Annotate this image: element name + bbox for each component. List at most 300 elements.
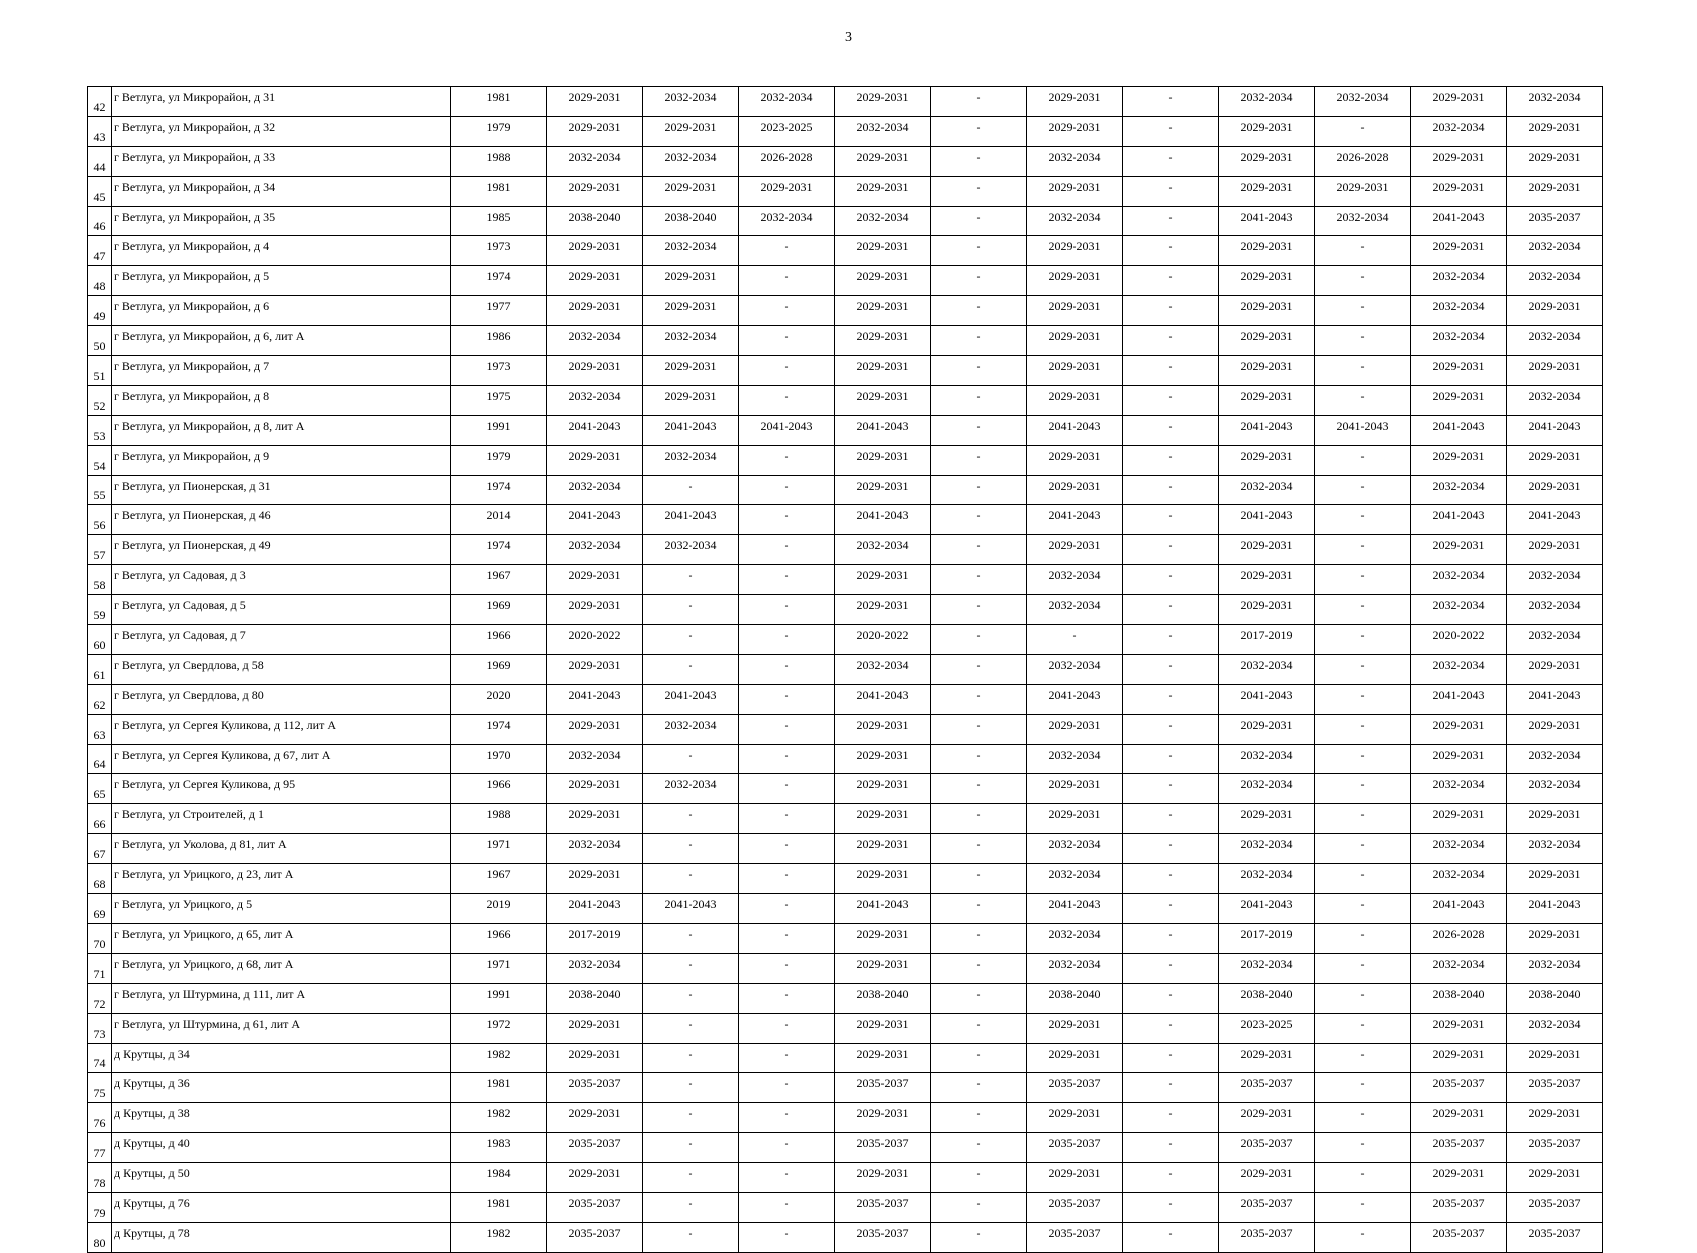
period-cell: 2029-2031 [1411, 146, 1507, 176]
period-cell: 2029-2031 [835, 953, 931, 983]
year-cell: 1966 [451, 774, 547, 804]
table-row [88, 1222, 1603, 1252]
period-cell: - [739, 266, 835, 296]
table-row [88, 535, 1603, 565]
period-cell: - [1123, 445, 1219, 475]
period-cell: - [1315, 505, 1411, 535]
period-cell: 2029-2031 [547, 714, 643, 744]
table-row [88, 1133, 1603, 1163]
address-cell: г Ветлуга, ул Микрорайон, д 34 [112, 176, 451, 206]
row-number-cell: 65 [88, 774, 112, 804]
row-number-cell: 47 [88, 236, 112, 266]
period-cell: - [643, 475, 739, 505]
period-cell: 2041-2043 [1411, 206, 1507, 236]
period-cell: 2032-2034 [1219, 475, 1315, 505]
period-cell: 2029-2031 [643, 266, 739, 296]
period-cell: - [931, 326, 1027, 356]
period-cell: 2032-2034 [1219, 834, 1315, 864]
period-cell: - [1123, 894, 1219, 924]
period-cell: 2041-2043 [643, 894, 739, 924]
period-cell: 2029-2031 [643, 356, 739, 386]
table-row [88, 834, 1603, 864]
period-cell: - [643, 1192, 739, 1222]
period-cell: 2032-2034 [1411, 953, 1507, 983]
table-row [88, 1103, 1603, 1133]
period-cell: 2026-2028 [739, 146, 835, 176]
period-cell: - [1123, 625, 1219, 655]
period-cell: 2026-2028 [1315, 146, 1411, 176]
table-row [88, 714, 1603, 744]
period-cell: 2032-2034 [1507, 625, 1603, 655]
address-cell: д Крутцы, д 34 [112, 1043, 451, 1073]
period-cell: 2029-2031 [1507, 445, 1603, 475]
registry-table [87, 86, 1603, 1253]
period-cell: 2029-2031 [1411, 445, 1507, 475]
period-cell: - [1123, 595, 1219, 625]
period-cell: 2041-2043 [1219, 206, 1315, 236]
address-cell: д Крутцы, д 76 [112, 1192, 451, 1222]
row-number-cell: 77 [88, 1133, 112, 1163]
year-cell: 1975 [451, 385, 547, 415]
address-cell: г Ветлуга, ул Пионерская, д 46 [112, 505, 451, 535]
period-cell: 2035-2037 [1507, 1222, 1603, 1252]
year-cell: 1974 [451, 266, 547, 296]
period-cell: 2029-2031 [547, 804, 643, 834]
year-cell: 2020 [451, 684, 547, 714]
period-cell: - [739, 625, 835, 655]
period-cell: 2029-2031 [1219, 1043, 1315, 1073]
period-cell: 2032-2034 [1219, 654, 1315, 684]
period-cell: 2041-2043 [1027, 684, 1123, 714]
period-cell: 2041-2043 [1507, 894, 1603, 924]
period-cell: 2041-2043 [1219, 684, 1315, 714]
period-cell: 2029-2031 [1507, 714, 1603, 744]
table-row [88, 923, 1603, 953]
period-cell: - [931, 595, 1027, 625]
row-number-cell: 69 [88, 894, 112, 924]
row-number-cell: 79 [88, 1192, 112, 1222]
address-cell: г Ветлуга, ул Сергея Куликова, д 95 [112, 774, 451, 804]
period-cell: 2029-2031 [1507, 116, 1603, 146]
table-row [88, 894, 1603, 924]
year-cell: 1971 [451, 953, 547, 983]
year-cell: 1974 [451, 535, 547, 565]
period-cell: 2029-2031 [1411, 176, 1507, 206]
period-cell: 2032-2034 [1507, 774, 1603, 804]
period-cell: 2029-2031 [1027, 356, 1123, 386]
period-cell: - [643, 595, 739, 625]
period-cell: 2029-2031 [1027, 326, 1123, 356]
period-cell: - [1315, 565, 1411, 595]
period-cell: - [931, 864, 1027, 894]
period-cell: - [1315, 744, 1411, 774]
period-cell: - [1315, 385, 1411, 415]
period-cell: - [931, 894, 1027, 924]
period-cell: 2029-2031 [739, 176, 835, 206]
address-cell: г Ветлуга, ул Микрорайон, д 9 [112, 445, 451, 475]
period-cell: - [931, 385, 1027, 415]
period-cell: 2029-2031 [1219, 116, 1315, 146]
address-cell: г Ветлуга, ул Пионерская, д 49 [112, 535, 451, 565]
period-cell: 2041-2043 [1219, 415, 1315, 445]
period-cell: 2029-2031 [835, 864, 931, 894]
period-cell: 2020-2022 [1411, 625, 1507, 655]
year-cell: 1982 [451, 1103, 547, 1133]
period-cell: 2035-2037 [1219, 1222, 1315, 1252]
address-cell: г Ветлуга, ул Уколова, д 81, лит А [112, 834, 451, 864]
period-cell: - [643, 565, 739, 595]
period-cell: 2023-2025 [1219, 1013, 1315, 1043]
address-cell: г Ветлуга, ул Урицкого, д 23, лит А [112, 864, 451, 894]
period-cell: - [643, 1222, 739, 1252]
period-cell: - [1315, 1073, 1411, 1103]
period-cell: - [1315, 684, 1411, 714]
period-cell: - [643, 1043, 739, 1073]
period-cell: - [1123, 804, 1219, 834]
address-cell: г Ветлуга, ул Микрорайон, д 6, лит А [112, 326, 451, 356]
year-cell: 1988 [451, 804, 547, 834]
period-cell: - [1123, 266, 1219, 296]
address-cell: г Ветлуга, ул Сергея Куликова, д 112, лит А [112, 714, 451, 744]
period-cell: 2041-2043 [1219, 894, 1315, 924]
period-cell: 2032-2034 [1027, 744, 1123, 774]
year-cell: 1984 [451, 1163, 547, 1193]
period-cell: 2029-2031 [1507, 864, 1603, 894]
period-cell: 2038-2040 [547, 206, 643, 236]
period-cell: - [643, 1073, 739, 1103]
period-cell: - [739, 505, 835, 535]
period-cell: - [931, 774, 1027, 804]
period-cell: 2029-2031 [547, 1103, 643, 1133]
period-cell: - [1315, 804, 1411, 834]
period-cell: 2029-2031 [547, 1013, 643, 1043]
period-cell: 2029-2031 [835, 923, 931, 953]
period-cell: 2041-2043 [643, 415, 739, 445]
period-cell: 2038-2040 [1507, 983, 1603, 1013]
period-cell: 2032-2034 [1219, 87, 1315, 117]
period-cell: 2029-2031 [835, 356, 931, 386]
period-cell: 2029-2031 [1027, 116, 1123, 146]
table-row [88, 415, 1603, 445]
period-cell: - [931, 1222, 1027, 1252]
period-cell: - [1123, 1043, 1219, 1073]
period-cell: 2029-2031 [547, 1043, 643, 1073]
period-cell: 2032-2034 [1219, 774, 1315, 804]
period-cell: - [931, 625, 1027, 655]
address-cell: г Ветлуга, ул Урицкого, д 5 [112, 894, 451, 924]
period-cell: 2032-2034 [1507, 87, 1603, 117]
period-cell: - [739, 1163, 835, 1193]
period-cell: 2029-2031 [547, 774, 643, 804]
period-cell: 2029-2031 [547, 1163, 643, 1193]
period-cell: 2032-2034 [1507, 1013, 1603, 1043]
period-cell: 2032-2034 [1027, 595, 1123, 625]
period-cell: 2029-2031 [1219, 1163, 1315, 1193]
row-number-cell: 61 [88, 654, 112, 684]
period-cell: 2032-2034 [1411, 475, 1507, 505]
address-cell: г Ветлуга, ул Микрорайон, д 8 [112, 385, 451, 415]
period-cell: 2041-2043 [835, 505, 931, 535]
period-cell: 2029-2031 [547, 87, 643, 117]
period-cell: - [1315, 834, 1411, 864]
period-cell: - [1123, 146, 1219, 176]
year-cell: 1977 [451, 296, 547, 326]
period-cell: 2035-2037 [547, 1192, 643, 1222]
period-cell: - [1123, 415, 1219, 445]
period-cell: 2041-2043 [547, 505, 643, 535]
table-row [88, 236, 1603, 266]
period-cell: - [739, 356, 835, 386]
period-cell: 2029-2031 [1507, 176, 1603, 206]
period-cell: 2032-2034 [1411, 595, 1507, 625]
period-cell: - [1315, 1133, 1411, 1163]
period-cell: - [1315, 714, 1411, 744]
period-cell: 2035-2037 [1507, 206, 1603, 236]
year-cell: 1974 [451, 475, 547, 505]
period-cell: 2029-2031 [1411, 1163, 1507, 1193]
period-cell: 2029-2031 [1027, 1043, 1123, 1073]
period-cell: 2041-2043 [547, 894, 643, 924]
period-cell: - [931, 1192, 1027, 1222]
period-cell: 2032-2034 [643, 326, 739, 356]
period-cell: 2029-2031 [1507, 923, 1603, 953]
period-cell: - [1123, 116, 1219, 146]
address-cell: г Ветлуга, ул Микрорайон, д 33 [112, 146, 451, 176]
period-cell: 2038-2040 [1027, 983, 1123, 1013]
period-cell: - [1123, 774, 1219, 804]
period-cell: 2032-2034 [1507, 595, 1603, 625]
period-cell: 2032-2034 [1411, 774, 1507, 804]
period-cell: - [931, 505, 1027, 535]
year-cell: 1981 [451, 1192, 547, 1222]
period-cell: 2029-2031 [1507, 535, 1603, 565]
period-cell: 2032-2034 [643, 714, 739, 744]
period-cell: 2029-2031 [1027, 176, 1123, 206]
period-cell: - [1123, 714, 1219, 744]
period-cell: 2032-2034 [547, 385, 643, 415]
year-cell: 1973 [451, 356, 547, 386]
address-cell: г Ветлуга, ул Урицкого, д 68, лит А [112, 953, 451, 983]
period-cell: 2032-2034 [1027, 953, 1123, 983]
period-cell: - [739, 714, 835, 744]
period-cell: 2029-2031 [835, 595, 931, 625]
row-number-cell: 72 [88, 983, 112, 1013]
period-cell: 2035-2037 [547, 1133, 643, 1163]
year-cell: 1981 [451, 176, 547, 206]
period-cell: 2041-2043 [547, 415, 643, 445]
period-cell: 2029-2031 [835, 1163, 931, 1193]
period-cell: 2017-2019 [547, 923, 643, 953]
period-cell: - [739, 565, 835, 595]
period-cell: 2029-2031 [1411, 1103, 1507, 1133]
period-cell: - [739, 983, 835, 1013]
period-cell: - [643, 983, 739, 1013]
period-cell: 2023-2025 [739, 116, 835, 146]
period-cell: - [931, 296, 1027, 326]
period-cell: - [931, 116, 1027, 146]
period-cell: 2032-2034 [643, 774, 739, 804]
table-row [88, 565, 1603, 595]
period-cell: 2032-2034 [547, 475, 643, 505]
year-cell: 1974 [451, 714, 547, 744]
year-cell: 1988 [451, 146, 547, 176]
period-cell: 2029-2031 [1315, 176, 1411, 206]
year-cell: 1991 [451, 983, 547, 1013]
period-cell: - [739, 326, 835, 356]
period-cell: 2029-2031 [1411, 1043, 1507, 1073]
period-cell: - [1123, 236, 1219, 266]
year-cell: 2014 [451, 505, 547, 535]
period-cell: - [931, 356, 1027, 386]
row-number-cell: 75 [88, 1073, 112, 1103]
period-cell: - [739, 923, 835, 953]
period-cell: 2035-2037 [1219, 1192, 1315, 1222]
period-cell: - [931, 1163, 1027, 1193]
period-cell: 2029-2031 [835, 236, 931, 266]
table-row [88, 475, 1603, 505]
period-cell: - [931, 1013, 1027, 1043]
period-cell: - [1315, 475, 1411, 505]
address-cell: г Ветлуга, ул Микрорайон, д 35 [112, 206, 451, 236]
period-cell: 2032-2034 [547, 326, 643, 356]
period-cell: 2032-2034 [547, 953, 643, 983]
row-number-cell: 59 [88, 595, 112, 625]
period-cell: 2029-2031 [547, 236, 643, 266]
period-cell: - [739, 774, 835, 804]
period-cell: 2029-2031 [835, 565, 931, 595]
period-cell: 2032-2034 [1411, 116, 1507, 146]
row-number-cell: 78 [88, 1163, 112, 1193]
period-cell: 2041-2043 [1027, 894, 1123, 924]
period-cell: 2029-2031 [1219, 445, 1315, 475]
period-cell: 2038-2040 [1411, 983, 1507, 1013]
row-number-cell: 50 [88, 326, 112, 356]
row-number-cell: 66 [88, 804, 112, 834]
period-cell: 2029-2031 [1219, 565, 1315, 595]
address-cell: г Ветлуга, ул Садовая, д 7 [112, 625, 451, 655]
year-cell: 1985 [451, 206, 547, 236]
period-cell: - [1123, 684, 1219, 714]
period-cell: 2029-2031 [547, 445, 643, 475]
address-cell: г Ветлуга, ул Строителей, д 1 [112, 804, 451, 834]
period-cell: 2035-2037 [835, 1073, 931, 1103]
period-cell: 2029-2031 [1027, 774, 1123, 804]
period-cell: - [739, 296, 835, 326]
table-row [88, 356, 1603, 386]
period-cell: 2029-2031 [1507, 1103, 1603, 1133]
period-cell: 2029-2031 [547, 595, 643, 625]
period-cell: - [739, 894, 835, 924]
address-cell: г Ветлуга, ул Штурмина, д 61, лит А [112, 1013, 451, 1043]
period-cell: - [739, 744, 835, 774]
period-cell: 2035-2037 [1027, 1222, 1123, 1252]
period-cell: 2029-2031 [1507, 1043, 1603, 1073]
period-cell: 2035-2037 [1411, 1073, 1507, 1103]
period-cell: 2038-2040 [1219, 983, 1315, 1013]
period-cell: - [643, 804, 739, 834]
period-cell: 2041-2043 [643, 684, 739, 714]
period-cell: 2032-2034 [1027, 923, 1123, 953]
year-cell: 1967 [451, 565, 547, 595]
period-cell: - [931, 415, 1027, 445]
period-cell: 2029-2031 [1027, 535, 1123, 565]
period-cell: 2032-2034 [1507, 266, 1603, 296]
period-cell: 2029-2031 [835, 834, 931, 864]
period-cell: - [1123, 176, 1219, 206]
period-cell: - [1123, 535, 1219, 565]
table-row [88, 684, 1603, 714]
period-cell: 2038-2040 [643, 206, 739, 236]
address-cell: г Ветлуга, ул Микрорайон, д 32 [112, 116, 451, 146]
period-cell: - [643, 744, 739, 774]
period-cell: 2032-2034 [1027, 654, 1123, 684]
period-cell: 2032-2034 [1507, 236, 1603, 266]
address-cell: д Крутцы, д 36 [112, 1073, 451, 1103]
address-cell: г Ветлуга, ул Микрорайон, д 4 [112, 236, 451, 266]
period-cell: 2029-2031 [1219, 535, 1315, 565]
period-cell: - [1123, 983, 1219, 1013]
period-cell: 2029-2031 [835, 445, 931, 475]
period-cell: - [739, 445, 835, 475]
period-cell: - [1315, 445, 1411, 475]
row-number-cell: 80 [88, 1222, 112, 1252]
year-cell: 1966 [451, 625, 547, 655]
period-cell: 2029-2031 [1219, 176, 1315, 206]
period-cell: 2029-2031 [1219, 1103, 1315, 1133]
period-cell: - [739, 236, 835, 266]
period-cell: - [931, 1103, 1027, 1133]
period-cell: 2029-2031 [1507, 804, 1603, 834]
address-cell: д Крутцы, д 78 [112, 1222, 451, 1252]
period-cell: 2029-2031 [835, 146, 931, 176]
period-cell: - [1123, 1222, 1219, 1252]
period-cell: - [931, 565, 1027, 595]
table-row [88, 625, 1603, 655]
period-cell: - [739, 684, 835, 714]
period-cell: - [1315, 1192, 1411, 1222]
table-row [88, 116, 1603, 146]
period-cell: - [739, 1103, 835, 1133]
period-cell: 2032-2034 [1411, 296, 1507, 326]
period-cell: 2020-2022 [547, 625, 643, 655]
period-cell: 2035-2037 [1027, 1133, 1123, 1163]
address-cell: г Ветлуга, ул Свердлова, д 80 [112, 684, 451, 714]
period-cell: 2029-2031 [835, 385, 931, 415]
period-cell: - [739, 804, 835, 834]
period-cell: - [931, 535, 1027, 565]
address-cell: г Ветлуга, ул Садовая, д 3 [112, 565, 451, 595]
period-cell: 2032-2034 [1411, 326, 1507, 356]
row-number-cell: 44 [88, 146, 112, 176]
period-cell: - [931, 1043, 1027, 1073]
table-row [88, 146, 1603, 176]
period-cell: 2038-2040 [547, 983, 643, 1013]
period-cell: 2029-2031 [1219, 595, 1315, 625]
period-cell: - [931, 236, 1027, 266]
period-cell: 2032-2034 [643, 87, 739, 117]
period-cell: - [1123, 1163, 1219, 1193]
period-cell: - [1123, 356, 1219, 386]
period-cell: - [1123, 1013, 1219, 1043]
period-cell: 2029-2031 [1027, 475, 1123, 505]
period-cell: 2035-2037 [835, 1192, 931, 1222]
period-cell: - [643, 923, 739, 953]
period-cell: 2035-2037 [1219, 1133, 1315, 1163]
period-cell: 2029-2031 [1219, 266, 1315, 296]
row-number-cell: 55 [88, 475, 112, 505]
period-cell: 2041-2043 [835, 415, 931, 445]
period-cell: - [739, 864, 835, 894]
